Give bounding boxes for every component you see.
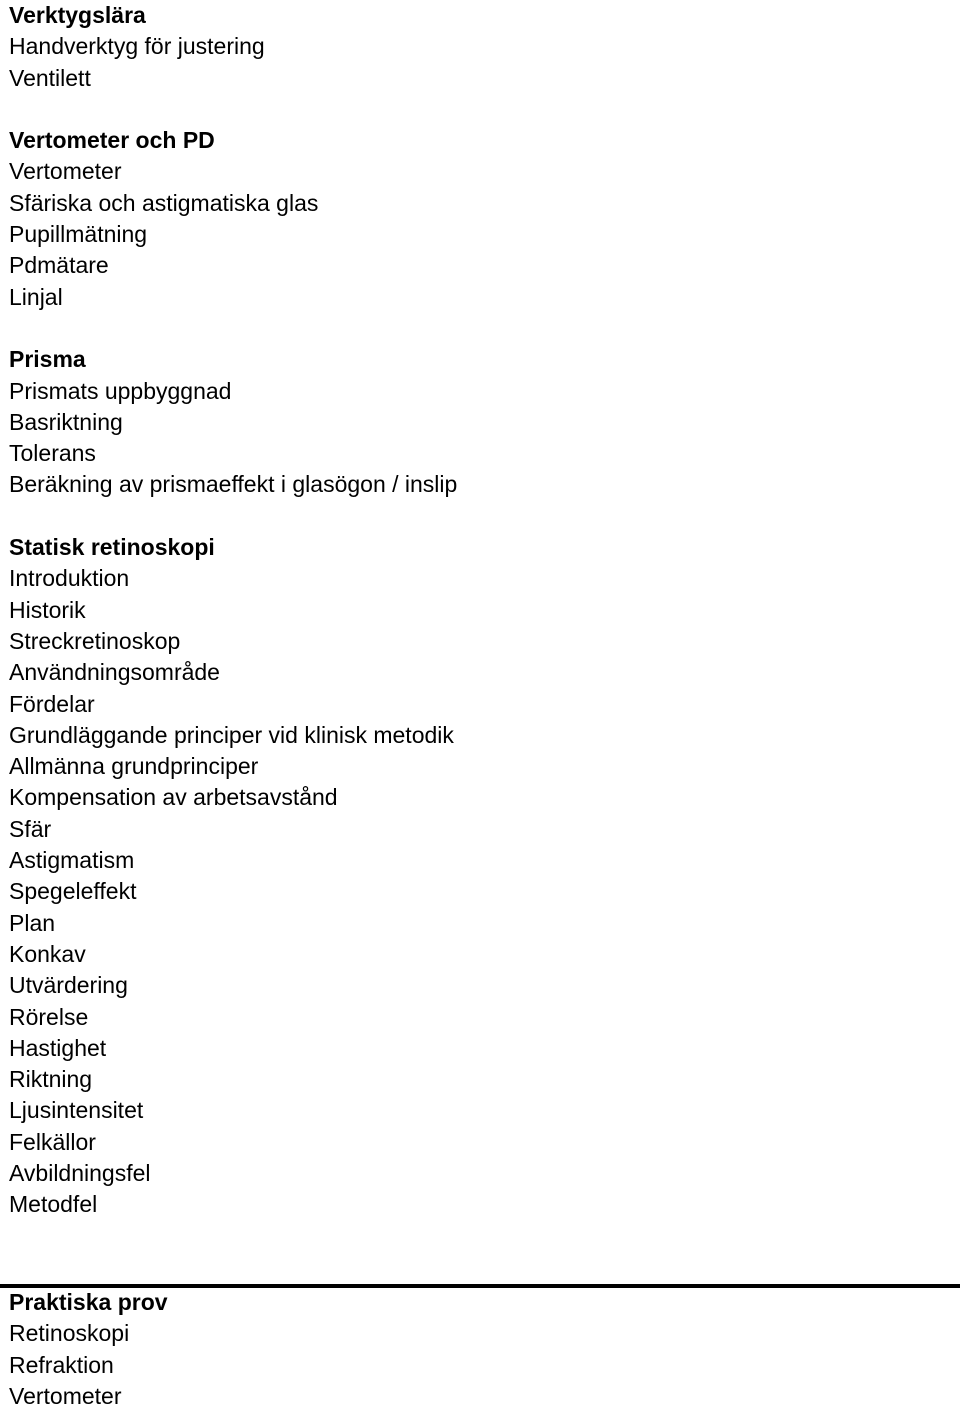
list-item: Astigmatism [9,847,135,874]
spacer [9,501,949,532]
list-item: Refraktion [9,1351,114,1378]
section-vertometer-och-pd [9,125,949,313]
section-heading: Verktygslära [9,2,146,28]
list-item: Handverktyg för justering [9,33,265,60]
spacer [9,313,949,344]
section-verktygslara [9,0,949,94]
list-item: Linjal [9,283,63,310]
section-heading: Vertometer och PD [9,127,215,154]
list-item: Hastighet [9,1034,107,1061]
list-item: Pdmätare [9,252,109,279]
section-prisma [9,344,949,500]
list-item: Vertometer [9,1382,122,1409]
list-item: Avbildningsfel [9,1159,151,1186]
list-item: Ventilett [9,64,91,91]
list-item: Konkav [9,940,86,967]
list-item: Historik [9,596,86,623]
list-item: Fördelar [9,690,95,717]
list-item: Riktning [9,1066,93,1093]
list-item: Metodfel [9,1191,98,1218]
section-statisk-retinoskopi [9,532,949,1221]
list-item: Tolerans [9,440,96,467]
list-item: Felkällor [9,1128,96,1155]
section-heading: Praktiska prov [9,1289,168,1315]
list-item: Beräkning av prismaeffekt i glasögon / inslip [9,471,458,498]
list-item: Allmänna grundprinciper [9,753,259,780]
list-item: Retinoskopi [9,1320,130,1347]
list-item: Utvärdering [9,972,128,999]
list-item: Spegeleffekt [9,878,137,905]
document-body [9,0,949,1221]
section-praktiska-prov [9,1287,949,1412]
list-item: Vertometer [9,158,122,185]
list-item: Sfäriska och astigmatiska glas [9,189,319,216]
list-item: Rörelse [9,1003,89,1030]
list-item: Ljusintensitet [9,1097,144,1124]
list-item: Pupillmätning [9,221,148,248]
list-item: Introduktion [9,565,130,592]
list-item: Plan [9,909,56,936]
list-item: Prismats uppbyggnad [9,377,232,404]
list-item: Basriktning [9,408,123,435]
list-item: Användningsområde [9,659,220,686]
section-heading: Prisma [9,346,86,373]
list-item: Sfär [9,815,52,842]
list-item: Grundläggande principer vid klinisk metodik [9,721,454,748]
list-item: Streckretinoskop [9,627,181,654]
section-heading: Statisk retinoskopi [9,534,215,561]
list-item: Kompensation av arbetsavstånd [9,784,338,811]
spacer [9,94,949,125]
